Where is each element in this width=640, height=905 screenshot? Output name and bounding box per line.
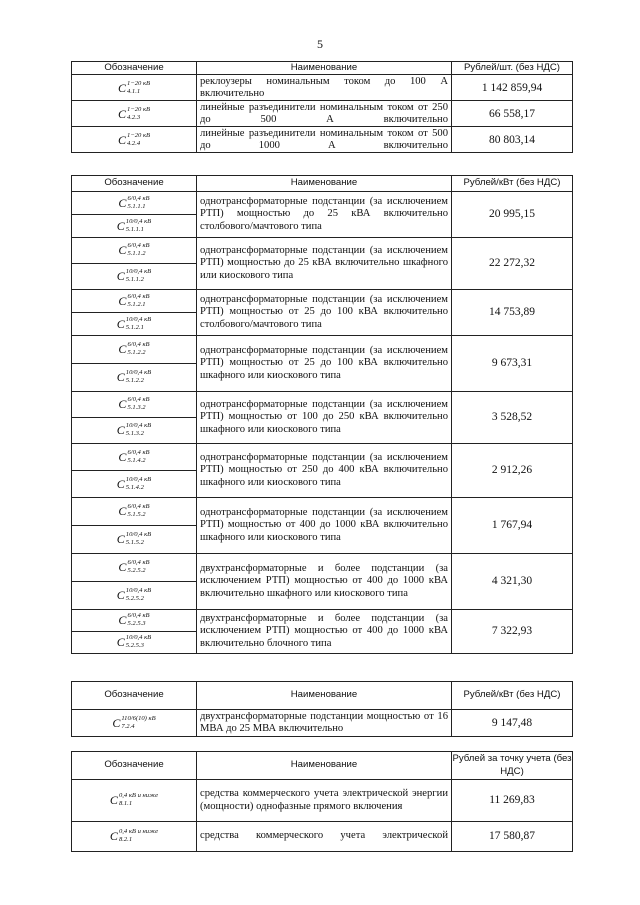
designation-cell: C 0,4 кВ и ниже 8.2.1 [72, 822, 197, 852]
table-row [72, 192, 573, 215]
designation-cell: C 1−20 кВ 4.2.4 [72, 127, 197, 153]
designation-cell: C 6/0,4 кВ 5.1.2.1 [72, 290, 197, 313]
name-cell: однотрансформаторные подстанции (за исключением РТП) мощностью от 100 до 250 кВА включительно шкафного или киоскового типа [197, 392, 452, 444]
price-cell: 1 142 859,94 [452, 75, 573, 101]
designation-cell: C 6/0,4 кВ 5.1.2.2 [72, 336, 197, 364]
name-cell: двухтрансформаторные подстанции мощностью от 16 МВА до 25 МВА включительно [197, 710, 452, 737]
designation-cell: C 1−20 кВ 4.2.3 [72, 101, 197, 127]
name-cell: однотрансформаторные подстанции (за исключением РТП) мощностью до 25 кВА включительно столбового/мачтового типа [197, 192, 452, 238]
header-designation: Обозначение [72, 682, 197, 710]
table-row [72, 290, 573, 313]
table-row [72, 336, 573, 364]
table-row [72, 554, 573, 582]
price-cell: 9 147,48 [452, 710, 573, 737]
rates-table-units [71, 61, 573, 153]
table-row [72, 75, 573, 101]
table-row [72, 101, 573, 127]
price-cell: 80 803,14 [452, 127, 573, 153]
rates-table-metering [71, 751, 573, 852]
table-row [72, 444, 573, 471]
rates-table-high-voltage [71, 681, 573, 737]
designation-cell: C 10/0,4 кВ 5.1.2.2 [72, 364, 197, 392]
designation-cell: C 110/6(10) кВ 7.2.4 [72, 710, 197, 737]
table-row [72, 392, 573, 418]
price-cell: 1 767,94 [452, 498, 573, 554]
price-cell: 9 673,31 [452, 336, 573, 392]
price-cell: 14 753,89 [452, 290, 573, 336]
name-cell: однотрансформаторные подстанции (за исключением РТП) мощностью от 25 до 100 кВА включительно столбового/мачтового типа [197, 290, 452, 336]
name-cell: линейные разъединители номинальным током от 250 до 500 А включительно [197, 101, 452, 127]
price-cell: 22 272,32 [452, 238, 573, 290]
designation-cell: C 6/0,4 кВ 5.1.4.2 [72, 444, 197, 471]
price-cell: 66 558,17 [452, 101, 573, 127]
designation-cell: C 10/0,4 кВ 5.1.3.2 [72, 418, 197, 444]
header-price: Рублей/шт. (без НДС) [452, 62, 573, 75]
table-row [72, 498, 573, 526]
header-name: Наименование [197, 752, 452, 780]
header-name: Наименование [197, 62, 452, 75]
price-cell: 4 321,30 [452, 554, 573, 610]
designation-cell: C 10/0,4 кВ 5.1.4.2 [72, 471, 197, 498]
price-cell: 7 322,93 [452, 610, 573, 654]
designation-cell: C 6/0,4 кВ 5.2.5.2 [72, 554, 197, 582]
designation-cell: C 10/0,4 кВ 5.1.1.2 [72, 264, 197, 290]
price-cell: 11 269,83 [452, 780, 573, 822]
header-price: Рублей за точку учета (без НДС) [452, 752, 573, 780]
name-cell: однотрансформаторные подстанции (за исключением РТП) мощностью от 250 до 400 кВА включительно шкафного или киоскового типа [197, 444, 452, 498]
designation-cell: C 10/0,4 кВ 5.1.5.2 [72, 526, 197, 554]
rates-table-substations [71, 175, 573, 654]
name-cell: линейные разъединители номинальным током от 500 до 1000 А включительно [197, 127, 452, 153]
name-cell: однотрансформаторные подстанции (за исключением РТП) мощностью от 25 до 100 кВА включительно шкафного или киоскового типа [197, 336, 452, 392]
name-cell: однотрансформаторные подстанции (за исключением РТП) мощностью от 400 до 1000 кВА включительно шкафного или киоскового типа [197, 498, 452, 554]
header-designation: Обозначение [72, 752, 197, 780]
header-price: Рублей/кВт (без НДС) [452, 176, 573, 192]
price-cell: 2 912,26 [452, 444, 573, 498]
table-row [72, 610, 573, 632]
designation-cell: C 10/0,4 кВ 5.2.5.3 [72, 632, 197, 654]
designation-cell: C 0,4 кВ и ниже 8.1.1 [72, 780, 197, 822]
designation-cell: C 10/0,4 кВ 5.2.5.2 [72, 582, 197, 610]
designation-cell: C 6/0,4 кВ 5.1.1.2 [72, 238, 197, 264]
designation-cell: C 6/0,4 кВ 5.2.5.3 [72, 610, 197, 632]
designation-cell: C 6/0,4 кВ 5.1.3.2 [72, 392, 197, 418]
price-cell: 20 995,15 [452, 192, 573, 238]
name-cell: средства коммерческого учета электрической [197, 822, 452, 852]
header-name: Наименование [197, 176, 452, 192]
name-cell: двухтрансформаторные и более подстанции (за исключением РТП) мощностью от 400 до 1000 кВА включительно блочного типа [197, 610, 452, 654]
name-cell: однотрансформаторные подстанции (за исключением РТП) мощностью до 25 кВА включительно шкафного или киоскового типа [197, 238, 452, 290]
name-cell: средства коммерческого учета электрической энергии (мощности) однофазные прямого включения [197, 780, 452, 822]
page-number: 5 [317, 37, 323, 51]
table-row [72, 780, 573, 822]
table-row [72, 822, 573, 852]
header-designation: Обозначение [72, 62, 197, 75]
header-designation: Обозначение [72, 176, 197, 192]
price-cell: 3 528,52 [452, 392, 573, 444]
header-name: Наименование [197, 682, 452, 710]
name-cell: реклоузеры номинальным током до 100 А включительно [197, 75, 452, 101]
designation-cell: C 1−20 кВ 4.1.1 [72, 75, 197, 101]
name-cell: двухтрансформаторные и более подстанции (за исключением РТП) мощностью от 400 до 1000 кВА включительно шкафного или киоскового типа [197, 554, 452, 610]
table-row [72, 238, 573, 264]
price-cell: 17 580,87 [452, 822, 573, 852]
header-price: Рублей/кВт (без НДС) [452, 682, 573, 710]
designation-cell: C 6/0,4 кВ 5.1.1.1 [72, 192, 197, 215]
table-row [72, 127, 573, 153]
designation-cell: C 6/0,4 кВ 5.1.5.2 [72, 498, 197, 526]
designation-cell: C 10/0,4 кВ 5.1.1.1 [72, 215, 197, 238]
table-row [72, 710, 573, 737]
designation-cell: C 10/0,4 кВ 5.1.2.1 [72, 313, 197, 336]
